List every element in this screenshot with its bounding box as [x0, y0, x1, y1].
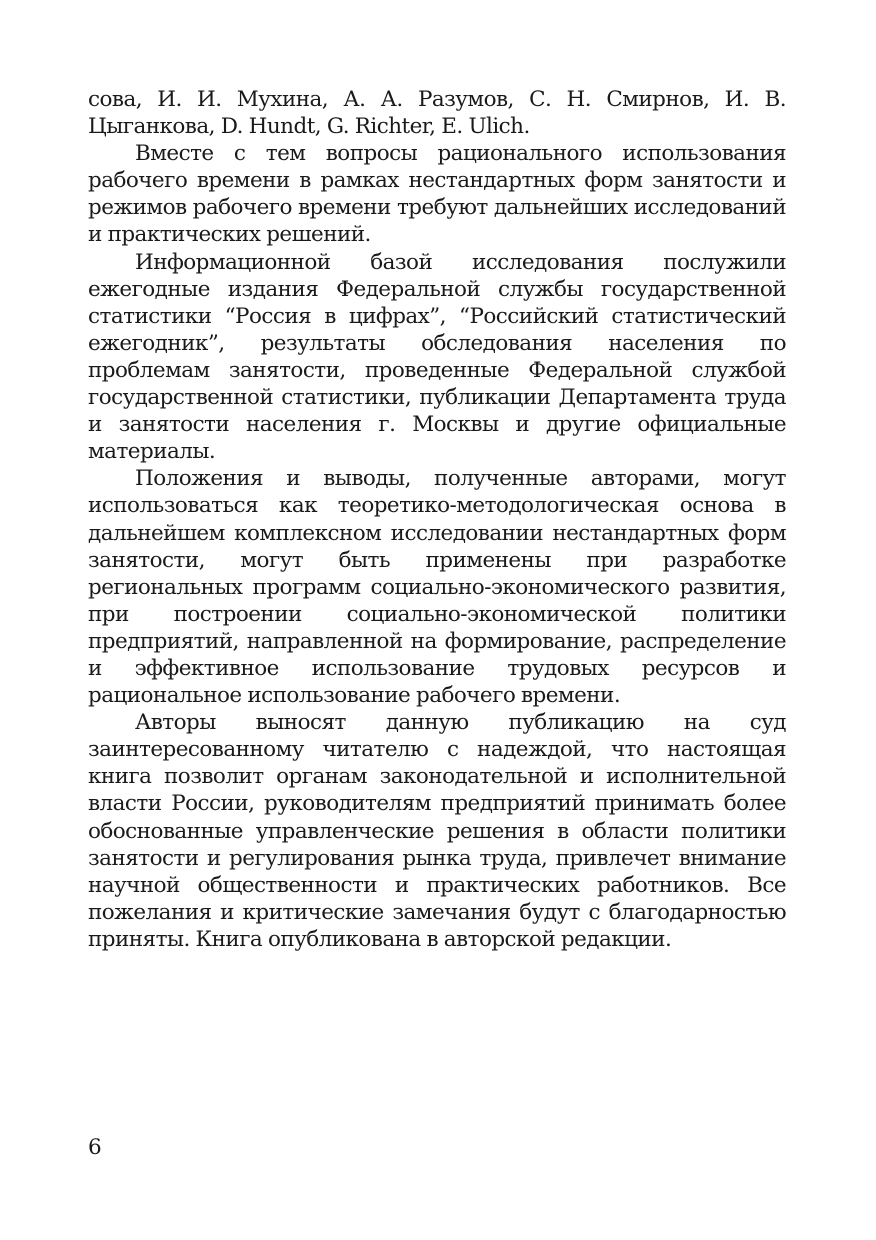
- paragraph-research-needs: Вместе с тем вопросы рационального использования рабочего времени в рамках нестандартных форм занятости и режимов рабочего времени требуют дальнейших исследований и практических решений.: [88, 141, 786, 248]
- page-body-text: [88, 86, 786, 953]
- paragraph-authors-address: Авторы выносят данную публикацию на суд заинтересованному читателю с надеждой, что настоящая книга позволит органам законодательной и исполнительной власти России, руководителям предприятий принимать более обоснованные управленческие решения в области политики занятости и регулирования рынка труда, привлечет внимание научной общественности и практических работников. Все пожелания и критические замечания будут с благодарностью приняты. Книга опубликована в авторской редакции.: [88, 710, 786, 952]
- page-number: 6: [88, 1135, 102, 1160]
- paragraph-continuation: сова, И. И. Мухина, А. А. Разумов, С. Н. Смирнов, И. В. Цыганкова, D. Hundt, G. Richter, E. Ulich.: [88, 87, 786, 140]
- paragraph-information-base: Информационной базой исследования послужили ежегодные издания Федеральной службы государственной статистики “Россия в цифрах”, “Российский статистический ежегодник”, результаты обследования населения по проблемам занятости, проведенные Федеральной службой государственной статистики, публикации Департамента труда и занятости населения г. Москвы и другие официальные материалы.: [88, 249, 786, 465]
- paragraph-conclusions: Положения и выводы, полученные авторами, могут использоваться как теоретико-методологическая основа в дальнейшем комплексном исследовании нестандартных форм занятости, могут быть применены при разработке региональных программ социально-экономического развития, при построении социально-экономической политики предприятий, направленной на формирование, распределение и эффективное использование трудовых ресурсов и рациональное использование рабочего времени.: [88, 466, 786, 709]
